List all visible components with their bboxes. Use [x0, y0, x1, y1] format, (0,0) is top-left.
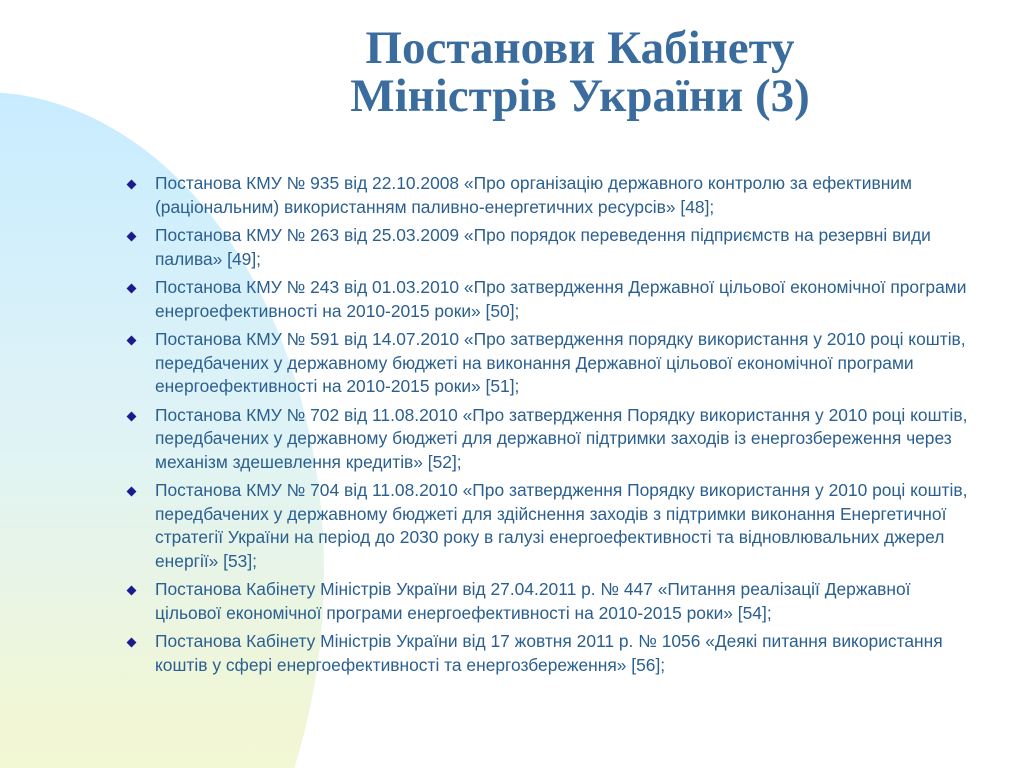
list-item-text: Постанова КМУ № 935 від 22.10.2008 «Про організацію державного контролю за ефективним (раціональним) використанням паливно-енергетичних ресурсів» [48]; — [155, 173, 912, 217]
list-item — [125, 276, 977, 323]
list-item-text: Постанова КМУ № 702 від 11.08.2010 «Про затвердження Порядку використання у 2010 році коштів, передбачених у державному бюджеті для державної підтримки заходів із енергозбереження через механізм здешевлення кредитів» [52]; — [155, 404, 968, 472]
list-item — [125, 172, 977, 219]
list-item-text: Постанова КМУ № 591 від 14.07.2010 «Про затвердження порядку використання у 2010 році коштів, передбачених у державному бюджеті на виконання Державної цільової економічної програми енергоефективності на 2010-2015 роки» [51]; — [155, 329, 966, 396]
diamond-bullet-icon — [127, 284, 137, 294]
list-item-text: Постанова КМУ № 704 від 11.08.2010 «Про затвердження Порядку використання у 2010 році коштів, передбачених у державному бюджеті для здійснення заходів з підтримки виконання Енергетичної стратегії України на період до 2030 року в галузі енергоефективності та відновлювальних джерел енергії» [53]; — [155, 480, 968, 571]
list-item — [125, 630, 977, 677]
slide-title-line-2: Міністрів України (3) — [350, 70, 810, 122]
diamond-bullet-icon — [127, 336, 137, 346]
slide-title-line-1: Постанови Кабінету — [365, 22, 795, 74]
diamond-bullet-icon — [127, 638, 137, 648]
list-item — [125, 578, 977, 625]
list-item-text: Постанова КМУ № 243 від 01.03.2010 «Про затвердження Державної цільової економічної програми енергоефективності на 2010-2015 роки» [50]; — [155, 277, 967, 321]
list-item — [125, 479, 977, 573]
diamond-bullet-icon — [127, 411, 137, 421]
diamond-bullet-icon — [127, 232, 137, 242]
list-item-text: Постанова Кабінету Міністрів України від 27.04.2011 р. № 447 «Питання реалізації Державної цільової економічної програми енергоефективності на 2010-2015 роки» [54]; — [155, 579, 911, 623]
diamond-bullet-icon — [127, 180, 137, 190]
list-item — [125, 224, 977, 271]
list-item-text: Постанова КМУ № 263 від 25.03.2009 «Про порядок переведення підприємств на резервні види палива» [49]; — [155, 225, 931, 269]
resolution-list — [125, 172, 977, 682]
list-item — [125, 328, 977, 399]
list-item — [125, 404, 977, 475]
slide-title — [240, 24, 920, 120]
list-item-text: Постанова Кабінету Міністрів України від 17 жовтня 2011 р. № 1056 «Деякі питання використання коштів у сфері енергоефективності та енергозбереження» [56]; — [155, 631, 943, 675]
diamond-bullet-icon — [127, 586, 137, 596]
diamond-bullet-icon — [127, 487, 137, 497]
